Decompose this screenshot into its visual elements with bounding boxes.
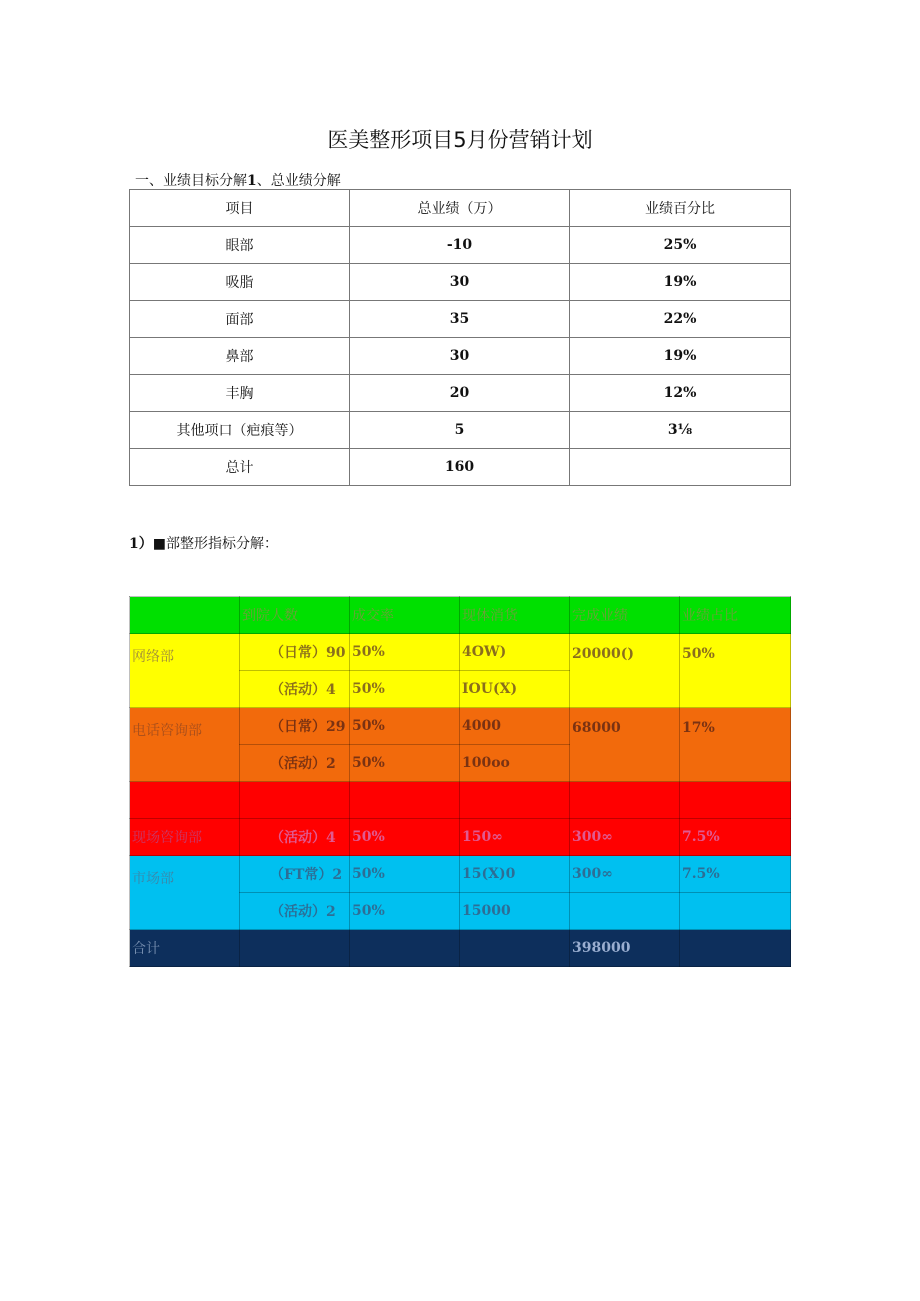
- empty-cell: [460, 930, 570, 967]
- consumption-cell: IOU(X): [460, 671, 570, 708]
- market-row-daily: [130, 856, 791, 893]
- table2-header-row: [130, 597, 791, 634]
- item-cell: 眼部: [130, 227, 350, 264]
- consumption-cell: 15(X)0: [460, 856, 570, 893]
- total-performance-table: [129, 189, 791, 486]
- value-cell: 5: [350, 412, 570, 449]
- table-row: [130, 375, 791, 412]
- consumption-cell: 4000: [460, 708, 570, 745]
- table-row-total: [130, 449, 791, 486]
- value-cell: 30: [350, 338, 570, 375]
- header-cell: 到院人数: [240, 597, 350, 634]
- rate-cell: 50%: [350, 708, 460, 745]
- onsite-row-spacer: [130, 782, 791, 819]
- header-cell: 总业绩（万）: [350, 190, 570, 227]
- table-header-row: [130, 190, 791, 227]
- value-cell: 35: [350, 301, 570, 338]
- table-row: [130, 227, 791, 264]
- share-cell: 7.5%: [680, 856, 791, 893]
- dept-cell-phone: 电话咨询部: [130, 708, 240, 782]
- empty-cell: [350, 782, 460, 819]
- empty-cell: [350, 930, 460, 967]
- table-row: [130, 338, 791, 375]
- department-breakdown-table: [129, 596, 791, 967]
- network-row-daily: [130, 634, 791, 671]
- share-cell: 7.5%: [680, 819, 791, 856]
- item-cell: 面部: [130, 301, 350, 338]
- consumption-cell: 15000: [460, 893, 570, 930]
- table-row: [130, 264, 791, 301]
- header-cell: [130, 597, 240, 634]
- item-cell: 其他项口（疤痕等）: [130, 412, 350, 449]
- header-cell: 现体消货: [460, 597, 570, 634]
- table-row: [130, 301, 791, 338]
- rate-cell: 50%: [350, 819, 460, 856]
- percent-cell: 22%: [570, 301, 791, 338]
- section2-number: 1）: [129, 536, 153, 552]
- rate-cell: 50%: [350, 856, 460, 893]
- section-heading: [135, 170, 341, 190]
- visitors-cell: （活动）2: [240, 893, 350, 930]
- percent-cell: 19%: [570, 264, 791, 301]
- performance-cell: 300∞: [570, 819, 680, 856]
- visitors-cell: （活动）2: [240, 745, 350, 782]
- dept-cell-onsite: 现场咨询部: [130, 819, 240, 856]
- table-row: [130, 412, 791, 449]
- section-heading-number: 1: [247, 173, 257, 189]
- dept-cell-network: 网络部: [130, 634, 240, 708]
- empty-cell: [680, 782, 791, 819]
- empty-cell: [680, 930, 791, 967]
- performance-cell: 300∞: [570, 856, 680, 893]
- empty-cell: [460, 782, 570, 819]
- percent-cell: 3⅛: [570, 412, 791, 449]
- consumption-cell: 100oo: [460, 745, 570, 782]
- onsite-row-event: [130, 819, 791, 856]
- consumption-cell: 150∞: [460, 819, 570, 856]
- rate-cell: 50%: [350, 634, 460, 671]
- item-cell: 鼻部: [130, 338, 350, 375]
- header-cell: 完成业绩: [570, 597, 680, 634]
- header-cell: 成交率: [350, 597, 460, 634]
- share-cell: 50%: [680, 634, 791, 708]
- visitors-cell: （日常）29: [240, 708, 350, 745]
- percent-cell: 19%: [570, 338, 791, 375]
- phone-row-daily: [130, 708, 791, 745]
- empty-cell: [130, 782, 240, 819]
- percent-cell: 25%: [570, 227, 791, 264]
- empty-cell: [240, 930, 350, 967]
- empty-cell: [570, 782, 680, 819]
- rate-cell: 50%: [350, 745, 460, 782]
- empty-cell: [240, 782, 350, 819]
- percent-cell: 12%: [570, 375, 791, 412]
- visitors-cell: （活动）4: [240, 819, 350, 856]
- rate-cell: 50%: [350, 893, 460, 930]
- header-cell: 业绩百分比: [570, 190, 791, 227]
- visitors-cell: （FT常）2: [240, 856, 350, 893]
- share-cell: 17%: [680, 708, 791, 782]
- item-cell: 丰胸: [130, 375, 350, 412]
- value-cell: -10: [350, 227, 570, 264]
- performance-cell: 20000(): [570, 634, 680, 708]
- header-cell: 项目: [130, 190, 350, 227]
- page-title: 医美整形项目5月份营销计划: [327, 128, 593, 152]
- section2-text: ■部整形指标分解：: [152, 536, 278, 552]
- section-heading-prefix: 一、业绩目标分解: [135, 173, 247, 189]
- empty-cell: [680, 893, 791, 930]
- consumption-cell: 4OW): [460, 634, 570, 671]
- dept-cell-market: 市场部: [130, 856, 240, 930]
- rate-cell: 50%: [350, 671, 460, 708]
- value-cell: 30: [350, 264, 570, 301]
- item-cell: 吸脂: [130, 264, 350, 301]
- total-label-cell: 合计: [130, 930, 240, 967]
- visitors-cell: （活动）4: [240, 671, 350, 708]
- total-value-cell: 398000: [570, 930, 680, 967]
- value-cell: 160: [350, 449, 570, 486]
- visitors-cell: （日常）90: [240, 634, 350, 671]
- total-row: [130, 930, 791, 967]
- percent-cell: [570, 449, 791, 486]
- item-cell: 总计: [130, 449, 350, 486]
- section-heading-suffix: 、总业绩分解: [256, 173, 341, 189]
- performance-cell: 68000: [570, 708, 680, 782]
- header-cell: 业绩占比: [680, 597, 791, 634]
- value-cell: 20: [350, 375, 570, 412]
- section2-heading: [129, 533, 278, 553]
- empty-cell: [570, 893, 680, 930]
